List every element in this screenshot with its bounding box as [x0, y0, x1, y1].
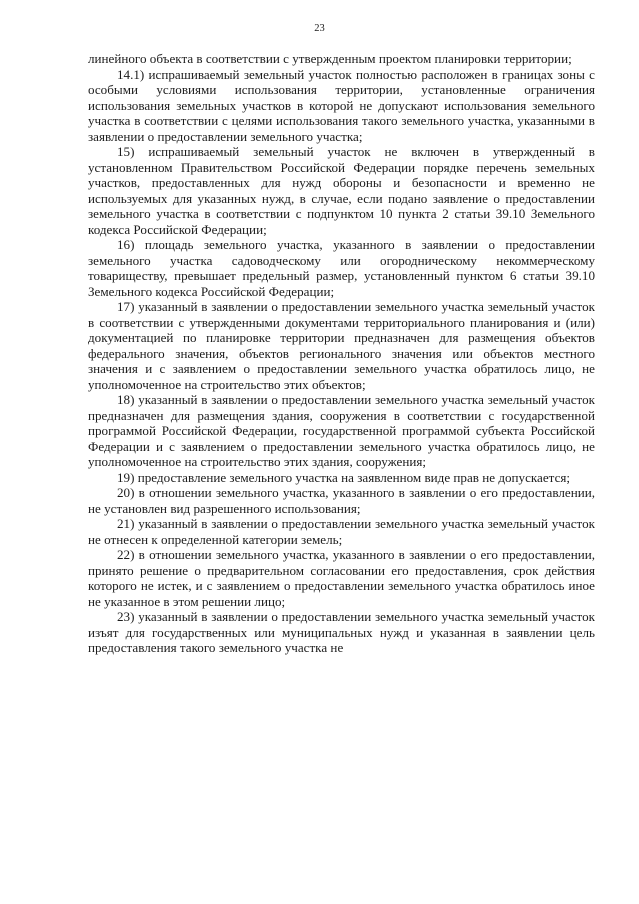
paragraph-21: 21) указанный в заявлении о предоставлении земельного участка земельный участок не отнесен к определенной категории земель;: [88, 516, 595, 547]
paragraph-continuation: линейного объекта в соответствии с утвержденным проектом планировки территории;: [88, 51, 572, 66]
paragraph-23: 23) указанный в заявлении о предоставлении земельного участка земельный участок изъят для государственных или муниципальных нужд и указанная в заявлении цель предоставления такого земельного участка не: [88, 609, 595, 655]
paragraph-22: 22) в отношении земельного участка, указанного в заявлении о его предоставлении, принято решение о предварительном согласовании его предоставления, срок действия которого не истек, и с заявлением о предоставлении земельного участка обратилось иное не указанное в этом решении лицо;: [88, 547, 595, 609]
paragraph-20: 20) в отношении земельного участка, указанного в заявлении о его предоставлении, не установлен вид разрешенного использования;: [88, 485, 595, 516]
paragraph-14-1: 14.1) испрашиваемый земельный участок полностью расположен в границах зоны с особыми условиями использования территории, установленные ограничения использования земельных участков в которой не допускают использования земельного участка в соответствии с целями использования такого земельного участка, указанными в заявлении о предоставлении земельного участка;: [88, 66, 595, 144]
paragraph-17: 17) указанный в заявлении о предоставлении земельного участка земельный участок в соответствии с утвержденными документами территориального планирования и (или) документацией по планировке территории предназначен для размещения объектов федерального значения, объектов регионального значения или объектов местного значения и с заявлением о предоставлении земельного участка обратилось лицо, не уполномоченное на строительство этих объектов;: [88, 299, 595, 392]
paragraph-19: 19) предоставление земельного участка на заявленном виде прав не допускается;: [117, 469, 571, 485]
paragraph-18: 18) указанный в заявлении о предоставлении земельного участка земельный участок предназначен для размещения здания, сооружения в соответствии с государственной программой Российской Федерации, государственной программой субъекта Российской Федерации и с заявлением о предоставлении земельного участка обратилось лицо, не уполномоченное на строительство этих здания, сооружения;: [88, 392, 595, 469]
paragraph-16: 16) площадь земельного участка, указанного в заявлении о предоставлении земельного участка садоводческому или огородническому некоммерческому товариществу, превышает предельный размер, установленный пунктом 6 статьи 39.10 Земельного кодекса Российской Федерации;: [88, 237, 595, 299]
document-body: [88, 51, 595, 656]
page-number: 23: [314, 23, 325, 34]
paragraph-15: 15) испрашиваемый земельный участок не включен в утвержденный в установленном Правительством Российской Федерации порядке перечень земельных участков, предоставленных для нужд обороны и безопасности и временно не используемых для указанных нужд, в случае, если подано заявление о предоставлении земельного участка в соответствии с подпунктом 10 пункта 2 статьи 39.10 Земельного кодекса Российской Федерации;: [88, 144, 595, 237]
